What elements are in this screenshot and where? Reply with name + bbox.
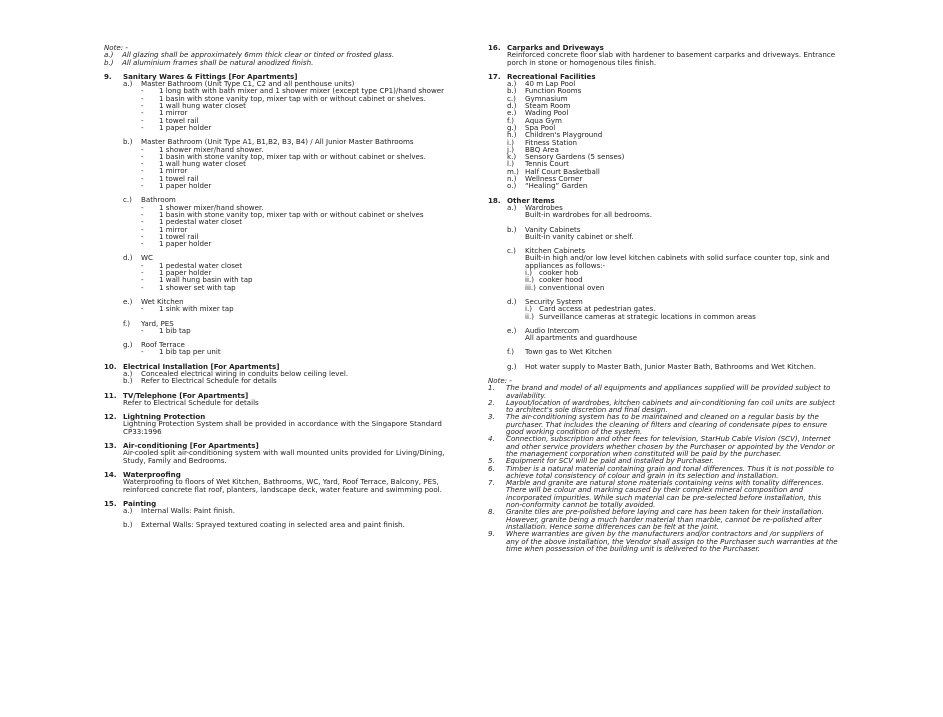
list-item: l.) Tennis Court (507, 159, 569, 169)
list-item: 1 paper holder (159, 239, 212, 249)
list-item: 1 bib tap per unit (159, 347, 221, 357)
section-18: 18. Other Items a.) Wardrobes Built-in wardrobes for all bedrooms. b.) Vanity Cabinets Built-in vanity cabinet or shelf. c.) Kitchen Cabinets Built-in high and/or low level kitchen cabinets with solid surface counter top, sink and appliances as follows:- i.) cooker hob ii.) cooker hood iii.) conventional oven d.) Security System i.) Card access at pedestrian gates. ii.) Surveillance cameras at strategic locations in common areas e.) Audio Intercom All apartments and guardhouse f.) Town gas to Wet Kitchen g.) Hot water supply to Master Bath, Junior Master Bath, Bathrooms and Wet Kitchen. (488, 195, 830, 371)
list-item: 1 wall hung basin with tap (159, 275, 253, 285)
section-title: Recreational Facilities (507, 71, 596, 81)
list-item: 1 mirror (159, 108, 188, 118)
list-item: 1 sink with mixer tap (159, 304, 234, 314)
section-11: 11. TV/Telephone [For Apartments] Refer to Electrical Schedule for details (104, 390, 259, 407)
note-item: Connection, subscription and other fees for television, StarHub Cable Vision (SCV), Internet and other service providers whether chosen by the Purchaser or appointed by the Vendor or the management corporation when constituted will be paid by the purchaser. (506, 434, 835, 458)
section-title: Electrical Installation [For Apartments] (123, 361, 280, 371)
note-item: Marble and granite are natural stone materials containing veins with tonality differences. There will be colour and marking caused by their complex mineral composition and incorporated impurities. While such material can be pre-selected before installation, this non-conformity cannot be totally avoided. (506, 478, 824, 510)
section-14: 14. Waterproofing Waterproofing to floors of Wet Kitchen, Bathrooms, WC, Yard, Roof Terrace, Balcony, PES, reinforced concrete flat roof, planters, landscape deck, water feature and swimming pool. (104, 469, 442, 494)
section-9: 9. Sanitary Wares & Fittings [For Apartments] a.) Master Bathroom (Unit Type C1, C2 and all penthouse units) - 1 long bath with bath mixer and 1 shower mixer (except type CP1)/hand shower - 1 basin with stone vanity top, mixer tap with or without cabinet or shelves. - 1 wall hung water closet - 1 mirror - 1 towel rail - 1 paper holder b.) Master Bathroom (Unit Type A1, B1,B2, B3, B4) / All Junior Master Bathrooms - 1 shower mixer/hand shower. - 1 basin with stone vanity top, mixer tap with or without cabinet or shelves. - 1 wall hung water closet - 1 mirror - 1 towel rail - 1 paper holder c.) Bathroom - 1 shower mixer/hand shower. - 1 basin with stone vanity top, mixer tap with or without cabinet or shelves - 1 pedestal water closet - 1 mirror - 1 towel rail - 1 paper holder d.) WC - 1 pedestal water closet - 1 paper holder - 1 wall hung basin with tap - 1 shower set with tap e.) Wet Kitchen - 1 sink with mixer tap f.) Yard, PES - 1 bib tap g.) Roof Terrace - 1 bib tap per unit (104, 73, 460, 356)
list-item: h.) Children's Playground (507, 130, 603, 140)
list-item: 1 wall hung water closet (159, 159, 246, 169)
list-item: j.) BBQ Area (507, 144, 559, 154)
list-item: c.) Gymnasium (507, 93, 568, 103)
list-item: 1 mirror (159, 224, 188, 234)
list-item: n.) Wellness Corner (507, 174, 583, 184)
note-title: Note: - (104, 43, 128, 52)
list-item: b.) Function Rooms (507, 86, 582, 96)
list-item: 1 shower mixer/hand shower. (159, 144, 264, 154)
list-item: o.) “Healing” Garden (507, 181, 588, 191)
notes-section: Note: - 1. The brand and model of all equipments and appliances supplied will be provided subject to availability. 2. Layout/location of wardrobes, kitchen cabinets and air-conditioning fan coil units are subject to architect's sole discretion and final design. 3. The air-conditioning system has to be maintained and cleaned on a regular basis by the purchaser. That includes the cleaning of filters and clearing of condensate pipes to ensure good working condition of the system. 4. Connection, subscription and other fees for television, StarHub Cable Vision (SCV), Internet and other service providers whether chosen by the Purchaser or appointed by the Vendor or the management corporation when constituted will be paid by the purchaser. 5. Equipment for SCV will be paid and installed by Purchaser. 6. Timber is a natural material containing grain and tonal differences. Thus it is not possible to achieve total consistency of colour and grain in its selection and installation. 7. Marble and granite are natural stone materials containing veins with tonality differences. There will be colour and marking caused by their complex mineral composition and incorporated impurities. While such material can be pre-selected before installation, this non-conformity cannot be totally avoided. 8. Granite tiles are pre-polished before laying and care has been taken for their installation. However, granite being a much harder material than marble, cannot be re-polished after installation. Hence some differences can be felt at the joint. 9. Where warranties are given by the manufacturers and/or contractors and /or suppliers of any of the above installation, the Vendor shall assign to the Purchaser such warranties at the time when possession of the building unit is delivered to the Purchaser. (488, 375, 838, 553)
list-item: m.) Half Court Basketball (507, 166, 600, 176)
right-column (488, 44, 838, 552)
section-title: Carparks and Driveways (507, 43, 604, 52)
list-item: g.) Spa Pool (507, 122, 556, 132)
note-item: Layout/location of wardrobes, kitchen cabinets and air-conditioning fan coil units are subject to architect's sole discretion and final design. (506, 397, 835, 415)
section-title: Lightning Protection (123, 412, 206, 422)
list-item: f.) Aqua Gym (507, 115, 562, 125)
note-item: Timber is a natural material containing grain and tonal differences. Thus it is not possible to achieve total consistency of colour and grain in its selection and installation. (506, 463, 834, 480)
list-item: 1 shower mixer/hand shower. (159, 202, 264, 212)
list-item: 1 basin with stone vanity top, mixer tap with or without cabinet or shelves. (159, 151, 426, 161)
list-item: i.) Fitness Station (507, 137, 578, 147)
top-note-b: All aluminium frames shall be natural anodized finish. (122, 57, 314, 67)
list-item: 1 bib tap (159, 325, 191, 335)
section-10: 10. Electrical Installation [For Apartments] a.) Concealed electrical wiring in conduits below ceiling level. b.) Refer to Electrical Schedule for details (104, 361, 349, 386)
section-title: Other Items (507, 195, 555, 205)
top-note-a: All glazing shall be approximately 6mm thick clear or tinted or frosted glass. (122, 50, 395, 60)
section-title: Sanitary Wares & Fittings [For Apartments] (123, 71, 298, 81)
section-15: 15. Painting a.) Internal Walls: Paint finish. b.) External Walls: Sprayed textured coating in selected area and paint finish. (104, 498, 405, 530)
note-item: Granite tiles are pre-polished before laying and care has been taken for their installation. However, granite being a much harder material than marble, cannot be re-polished after installation. Hence some differences can be felt at the joint. (506, 507, 824, 531)
section-title: Air-conditioning [For Apartments] (123, 441, 259, 451)
list-item: 1 pedestal water closet (159, 260, 243, 270)
note-item: The air-conditioning system has to be maintained and cleaned on a regular basis by the purchaser. That includes the cleaning of filters and clearing of condensate pipes to ensure good working condition of the system. (506, 412, 828, 437)
section-title: Painting (123, 498, 157, 508)
left-column (104, 44, 460, 529)
section-16: 16. Carparks and Driveways Reinforced concrete floor slab with hardener to basement carparks and driveways. Entrance porch in stone or homogenous tiles finish. (488, 43, 836, 67)
section-13: 13. Air-conditioning [For Apartments] Air-cooled split air-conditioning system with wall mounted units provided for Living/Dining, Study, Family and Bedrooms. (104, 441, 445, 465)
list-item: 1 mirror (159, 166, 188, 176)
list-item: 1 wall hung water closet (159, 101, 246, 111)
list-item: 1 pedestal water closet (159, 217, 243, 227)
list-item: 1 basin with stone vanity top, mixer tap with or without cabinet or shelves (159, 209, 424, 219)
list-item: 1 towel rail (159, 231, 199, 241)
note-item: The brand and model of all equipments and appliances supplied will be provided subject to availability. (506, 383, 831, 400)
list-item: 1 basin with stone vanity top, mixer tap with or without cabinet or shelves. (159, 93, 426, 103)
list-item: 1 paper holder (159, 122, 212, 132)
section-12: 12. Lightning Protection Lightning Protection System shall be provided in accordance with the Singapore Standard CP33:1996 (104, 412, 442, 436)
list-item: 1 paper holder (159, 268, 212, 278)
list-item: a.) 40 m Lap Pool (507, 79, 576, 89)
note-item: Equipment for SCV will be paid and installed by Purchaser. (506, 456, 714, 466)
section-title: Waterproofing (123, 469, 181, 479)
list-item: k.) Sensory Gardens (5 senses) (507, 152, 625, 162)
list-item: 1 towel rail (159, 173, 199, 183)
top-notes: a.) All glazing shall be approximately 6mm thick clear or tinted or frosted glass. b.) All aluminium frames shall be natural anodized finish. (104, 51, 460, 66)
list-item: d.) Steam Room (507, 101, 571, 111)
note-title: Note: - (488, 375, 512, 385)
note-item: Where warranties are given by the manufacturers and/or contractors and /or suppliers of any of the above installation, the Vendor shall assign to the Purchaser such warranties at the time when possession of the building unit is delivered to the Purchaser. (506, 529, 838, 553)
list-item: 1 towel rail (159, 115, 199, 125)
list-item: 1 long bath with bath mixer and 1 shower mixer (except type CP1)/hand shower (159, 86, 445, 96)
section-title: TV/Telephone [For Apartments] (123, 390, 249, 400)
list-item: 1 paper holder (159, 181, 212, 191)
list-item: 1 shower set with tap (159, 282, 236, 292)
section-17: 17. Recreational Facilities a.) 40 m Lap Pool b.) Function Rooms c.) Gymnasium d.) Steam Room e.) Wading Pool f.) Aqua Gym g.) Spa Pool h.) Children's Playground i.) Fitness Station j.) BBQ Area k.) Sensory Gardens (5 senses) l.) Tennis Court m.) Half Court Basketball n.) Wellness Corner o.) “Healing” Garden (488, 73, 838, 190)
list-item: e.) Wading Pool (507, 108, 569, 118)
